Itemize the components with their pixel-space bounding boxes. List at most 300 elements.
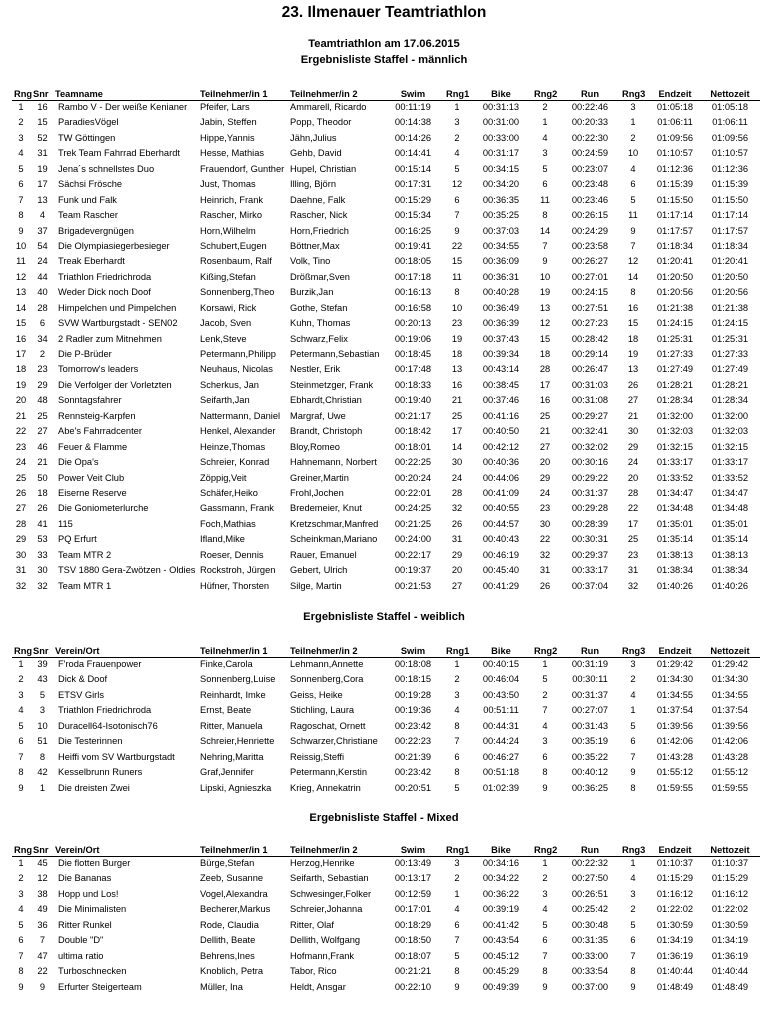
table-row bbox=[0, 348, 768, 361]
cell-rng: 26 bbox=[15, 488, 27, 498]
cell-rng: 3 bbox=[18, 689, 24, 700]
cell-r2: 8 bbox=[542, 767, 548, 778]
cell-r3: 15 bbox=[627, 318, 639, 329]
cell-r2: 6 bbox=[542, 751, 548, 762]
cell-end: 01:15:29 bbox=[656, 873, 694, 884]
cell-team: Feuer & Flamme bbox=[58, 441, 128, 452]
cell-rng: 16 bbox=[15, 333, 27, 344]
cell-team: Team Rascher bbox=[58, 210, 118, 221]
cell-team: Die Goniometerlurche bbox=[58, 503, 149, 514]
cell-bike: 00:44:06 bbox=[482, 472, 520, 483]
cell-team: Trek Team Fahrrad Eberhardt bbox=[58, 148, 180, 159]
cell-p2: Petermann,Kerstin bbox=[290, 767, 367, 778]
cell-p2: Herzog,Henrike bbox=[290, 858, 355, 868]
cell-snr: 4 bbox=[39, 210, 46, 221]
cell-run: 00:33:54 bbox=[571, 966, 609, 977]
table-row bbox=[0, 163, 768, 176]
cell-r1: 11 bbox=[452, 271, 462, 282]
cell-p1: Jacob, Sven bbox=[200, 318, 252, 329]
cell-p2: Reissig,Steffi bbox=[290, 751, 345, 762]
cell-r1: 8 bbox=[454, 966, 460, 977]
cell-bike: 00:45:12 bbox=[482, 950, 520, 961]
cell-snr: 19 bbox=[37, 163, 48, 174]
column-header-rng: Rng bbox=[14, 646, 33, 656]
cell-p1: Kißing,Stefan bbox=[200, 271, 256, 282]
cell-snr: 31 bbox=[37, 148, 48, 159]
cell-p1: Hesse, Mathias bbox=[200, 148, 265, 159]
cell-snr: 7 bbox=[39, 935, 46, 946]
cell-p2: Stichling, Laura bbox=[290, 705, 355, 716]
cell-net: 01:09:56 bbox=[711, 132, 749, 143]
cell-r2: 5 bbox=[542, 674, 548, 685]
table-row bbox=[0, 782, 768, 795]
cell-net: 01:25:31 bbox=[711, 333, 749, 344]
cell-r2: 8 bbox=[542, 210, 548, 221]
table-row bbox=[0, 333, 768, 346]
cell-swim: 00:13:49 bbox=[394, 858, 432, 868]
cell-run: 00:28:39 bbox=[571, 518, 609, 529]
cell-r1: 2 bbox=[454, 132, 460, 143]
cell-snr: 8 bbox=[39, 751, 46, 762]
cell-bike: 00:40:36 bbox=[482, 457, 520, 468]
cell-r1: 1 bbox=[454, 102, 460, 112]
column-header-bike: Bike bbox=[491, 89, 511, 99]
cell-p2: Rascher, Nick bbox=[290, 210, 348, 221]
cell-team: Treak Eberhardt bbox=[58, 256, 125, 267]
cell-r2: 3 bbox=[542, 148, 548, 159]
table-row bbox=[0, 704, 768, 717]
cell-r2: 24 bbox=[539, 488, 551, 498]
column-header-snr: Snr bbox=[33, 89, 49, 99]
table-row bbox=[0, 580, 768, 593]
cell-r1: 32 bbox=[451, 503, 463, 514]
cell-p1: Lipski, Agnieszka bbox=[200, 782, 272, 793]
cell-verein: ETSV Girls bbox=[58, 689, 104, 700]
cell-swim: 00:19:41 bbox=[394, 240, 432, 251]
cell-r3: 5 bbox=[630, 194, 636, 205]
cell-bike: 00:31:17 bbox=[482, 148, 520, 159]
cell-snr: 39 bbox=[37, 659, 48, 669]
cell-r3: 8 bbox=[630, 966, 636, 977]
cell-end: 01:27:33 bbox=[656, 349, 694, 360]
cell-r2: 3 bbox=[542, 888, 548, 899]
cell-r3: 19 bbox=[627, 349, 639, 360]
cell-net: 01:37:54 bbox=[711, 705, 749, 716]
cell-run: 00:30:11 bbox=[572, 674, 608, 685]
cell-r3: 4 bbox=[630, 163, 636, 174]
cell-team: Die Opa's bbox=[58, 457, 99, 468]
cell-r2: 27 bbox=[539, 441, 551, 452]
table-row bbox=[0, 209, 768, 222]
table-row bbox=[0, 116, 768, 129]
cell-end: 01:36:19 bbox=[656, 950, 694, 961]
cell-run: 00:31:37 bbox=[571, 488, 609, 498]
cell-bike: 00:39:34 bbox=[482, 349, 520, 360]
column-header-team: Teamname bbox=[55, 89, 103, 99]
cell-p2: Popp, Theodor bbox=[290, 117, 352, 128]
cell-p2: Kretzschmar,Manfred bbox=[290, 518, 379, 529]
column-header-r1: Rng1 bbox=[446, 845, 470, 855]
cell-net: 01:20:56 bbox=[711, 287, 749, 298]
cell-r3: 11 bbox=[628, 210, 638, 221]
cell-run: 00:30:31 bbox=[571, 534, 609, 545]
cell-bike: 00:40:43 bbox=[482, 534, 520, 545]
cell-p2: Nestler, Erik bbox=[290, 364, 341, 375]
cell-r1: 8 bbox=[454, 767, 460, 778]
cell-p2: Silge, Martin bbox=[290, 580, 342, 591]
cell-rng: 3 bbox=[18, 132, 24, 143]
cell-p1: Rode, Claudia bbox=[200, 919, 259, 930]
cell-swim: 00:15:29 bbox=[394, 194, 432, 205]
cell-r3: 1 bbox=[630, 117, 636, 128]
cell-p2: Greiner,Martin bbox=[290, 472, 349, 483]
cell-r3: 2 bbox=[630, 674, 636, 685]
cell-r1: 5 bbox=[454, 950, 460, 961]
cell-swim: 00:18:07 bbox=[394, 950, 432, 961]
cell-swim: 00:16:58 bbox=[394, 302, 432, 313]
cell-snr: 17 bbox=[37, 179, 48, 190]
cell-run: 00:27:07 bbox=[571, 705, 609, 716]
cell-bike: 00:31:13 bbox=[482, 102, 520, 112]
cell-rng: 8 bbox=[18, 210, 24, 221]
cell-p2: Ammarell, Ricardo bbox=[290, 102, 367, 112]
cell-net: 01:34:47 bbox=[711, 488, 749, 498]
cell-net: 01:48:49 bbox=[711, 981, 749, 992]
cell-rng: 1 bbox=[18, 858, 24, 868]
cell-p1: Henkel, Alexander bbox=[200, 426, 276, 437]
cell-swim: 00:20:13 bbox=[394, 318, 432, 329]
cell-swim: 00:17:48 bbox=[394, 364, 432, 375]
cell-rng: 23 bbox=[15, 441, 27, 452]
section-heading: Ergebnisliste Staffel - Mixed bbox=[309, 812, 459, 824]
cell-end: 01:12:36 bbox=[656, 163, 694, 174]
cell-snr: 25 bbox=[37, 410, 48, 421]
cell-team: Funk und Falk bbox=[58, 194, 117, 205]
cell-r2: 8 bbox=[542, 966, 548, 977]
cell-end: 01:42:06 bbox=[656, 736, 694, 747]
cell-run: 00:29:14 bbox=[571, 349, 609, 360]
cell-r1: 3 bbox=[454, 689, 460, 700]
cell-swim: 00:18:29 bbox=[394, 919, 432, 930]
cell-verein: Die Testerinnen bbox=[58, 736, 123, 747]
cell-p1: Korsawi, Rick bbox=[200, 302, 257, 313]
cell-snr: 6 bbox=[39, 318, 46, 329]
cell-end: 01:38:13 bbox=[656, 549, 694, 560]
cell-snr: 1 bbox=[39, 782, 46, 793]
cell-p1: Nattermann, Daniel bbox=[200, 410, 281, 421]
cell-run: 00:27:01 bbox=[571, 271, 609, 282]
cell-snr: 26 bbox=[37, 503, 48, 514]
cell-net: 01:10:37 bbox=[711, 858, 749, 868]
cell-rng: 1 bbox=[18, 102, 24, 112]
cell-swim: 00:16:25 bbox=[394, 225, 432, 236]
cell-swim: 00:23:42 bbox=[394, 720, 432, 731]
cell-snr: 16 bbox=[37, 102, 48, 112]
table-row bbox=[0, 872, 768, 885]
cell-p1: Becherer,Markus bbox=[200, 904, 271, 915]
cell-bike: 00:46:27 bbox=[482, 751, 520, 762]
cell-r2: 9 bbox=[542, 256, 548, 267]
cell-r3: 6 bbox=[630, 736, 636, 747]
cell-p1: Rosenbaum, Ralf bbox=[200, 256, 272, 267]
cell-bike: 00:34:20 bbox=[482, 179, 520, 190]
table-row bbox=[0, 689, 768, 702]
cell-swim: 00:23:42 bbox=[394, 767, 432, 778]
cell-bike: 00:33:00 bbox=[482, 132, 520, 143]
cell-verein: Kesselbrunn Runers bbox=[58, 767, 143, 778]
cell-rng: 17 bbox=[15, 349, 27, 360]
table-row bbox=[0, 903, 768, 916]
cell-r3: 9 bbox=[630, 767, 636, 778]
cell-run: 00:29:37 bbox=[571, 549, 609, 560]
cell-net: 01:34:55 bbox=[711, 689, 749, 700]
cell-net: 01:15:29 bbox=[711, 873, 749, 884]
cell-r3: 4 bbox=[630, 873, 636, 884]
cell-r3: 7 bbox=[630, 240, 636, 251]
cell-end: 01:16:12 bbox=[656, 888, 694, 899]
cell-net: 01:35:14 bbox=[711, 534, 749, 545]
column-header-rng: Rng bbox=[14, 89, 33, 99]
cell-snr: 40 bbox=[37, 287, 48, 298]
section-heading: Ergebnisliste Staffel - weiblich bbox=[303, 611, 465, 623]
cell-net: 01:32:15 bbox=[711, 441, 749, 452]
cell-rng: 28 bbox=[15, 518, 27, 529]
cell-snr: 44 bbox=[37, 271, 48, 282]
cell-p1: Behrens,Ines bbox=[200, 950, 255, 961]
cell-p1: Schreier,Henriette bbox=[200, 736, 275, 747]
cell-verein: Turboschnecken bbox=[58, 966, 127, 977]
cell-run: 00:23:07 bbox=[571, 163, 609, 174]
cell-rng: 9 bbox=[18, 981, 24, 992]
cell-run: 00:33:00 bbox=[571, 950, 609, 961]
column-header-p2: Teilnehmer/in 2 bbox=[290, 845, 358, 855]
cell-r2: 7 bbox=[542, 705, 548, 716]
cell-p2: Gebert, Ulrich bbox=[290, 565, 348, 576]
cell-bike: 00:36:31 bbox=[482, 271, 520, 282]
cell-p2: Schwesinger,Folker bbox=[290, 888, 372, 899]
column-header-r3: Rng3 bbox=[622, 845, 646, 855]
cell-run: 00:22:32 bbox=[571, 858, 609, 868]
cell-p2: Margraf, Uwe bbox=[290, 410, 346, 421]
cell-end: 01:10:37 bbox=[656, 858, 694, 868]
table-row bbox=[0, 950, 768, 963]
cell-team: Die Verfolger der Vorletzten bbox=[58, 379, 172, 390]
cell-r2: 9 bbox=[542, 981, 548, 992]
cell-p1: Just, Thomas bbox=[200, 179, 256, 190]
cell-run: 00:22:30 bbox=[571, 132, 609, 143]
cell-p1: Ifland,Mike bbox=[200, 534, 245, 545]
cell-r3: 6 bbox=[630, 179, 636, 190]
cell-r3: 23 bbox=[627, 549, 639, 560]
cell-swim: 00:15:14 bbox=[394, 163, 432, 174]
cell-p2: Ebhardt,Christian bbox=[290, 395, 362, 406]
table-row bbox=[0, 425, 768, 438]
cell-swim: 00:14:26 bbox=[394, 132, 432, 143]
cell-r3: 7 bbox=[630, 950, 636, 961]
cell-run: 00:32:02 bbox=[571, 441, 609, 452]
cell-bike: 00:37:43 bbox=[482, 333, 520, 344]
cell-run: 00:24:15 bbox=[571, 287, 609, 298]
cell-r3: 18 bbox=[627, 333, 639, 344]
cell-run: 00:27:51 bbox=[571, 302, 609, 313]
column-header-r2: Rng2 bbox=[534, 845, 558, 855]
cell-p1: Zöppig,Veit bbox=[200, 472, 247, 483]
cell-p1: Roeser, Dennis bbox=[200, 549, 264, 560]
cell-r1: 12 bbox=[451, 179, 463, 190]
table-row bbox=[0, 225, 768, 238]
cell-rng: 6 bbox=[18, 935, 24, 946]
cell-rng: 12 bbox=[15, 271, 27, 282]
cell-p2: Frohl,Jochen bbox=[290, 488, 344, 498]
cell-bike: 00:41:42 bbox=[482, 919, 520, 930]
cell-swim: 00:18:33 bbox=[394, 379, 432, 390]
cell-r2: 14 bbox=[539, 225, 551, 236]
cell-r1: 2 bbox=[454, 873, 460, 884]
cell-r3: 5 bbox=[630, 720, 636, 731]
cell-r2: 1 bbox=[542, 858, 548, 868]
cell-run: 00:37:00 bbox=[571, 981, 609, 992]
cell-r3: 17 bbox=[627, 518, 639, 529]
cell-net: 01:33:52 bbox=[711, 472, 749, 483]
cell-net: 01:32:03 bbox=[711, 426, 749, 437]
cell-snr: 53 bbox=[37, 534, 48, 545]
cell-swim: 00:14:41 bbox=[394, 148, 432, 159]
cell-end: 01:30:59 bbox=[656, 919, 694, 930]
cell-run: 00:31:19 bbox=[571, 659, 609, 669]
cell-bike: 00:40:28 bbox=[482, 287, 520, 298]
cell-snr: 22 bbox=[37, 966, 48, 977]
cell-end: 01:17:57 bbox=[656, 225, 694, 236]
cell-verein: Double "D" bbox=[58, 935, 104, 946]
cell-snr: 13 bbox=[37, 194, 48, 205]
cell-r3: 9 bbox=[630, 225, 636, 236]
cell-bike: 00:36:49 bbox=[482, 302, 520, 313]
cell-snr: 54 bbox=[37, 240, 48, 251]
cell-r2: 1 bbox=[542, 659, 548, 669]
cell-end: 01:37:54 bbox=[656, 705, 694, 716]
cell-end: 01:15:39 bbox=[656, 179, 694, 190]
cell-p1: Dellith, Beate bbox=[200, 935, 256, 946]
cell-team: Abe's Fahrradcenter bbox=[58, 426, 142, 437]
cell-r3: 30 bbox=[627, 426, 639, 437]
cell-verein: Die dreisten Zwei bbox=[58, 782, 130, 793]
cell-p1: Bürge,Stefan bbox=[200, 858, 255, 868]
cell-verein: F'roda Frauenpower bbox=[58, 659, 142, 669]
cell-p2: Schwarz,Felix bbox=[290, 333, 348, 344]
cell-end: 01:38:34 bbox=[656, 565, 694, 576]
cell-r3: 5 bbox=[630, 919, 636, 930]
cell-end: 01:06:11 bbox=[657, 117, 693, 128]
cell-bike: 00:34:16 bbox=[482, 858, 520, 868]
cell-snr: 5 bbox=[39, 689, 46, 700]
cell-bike: 00:43:50 bbox=[482, 689, 520, 700]
cell-rng: 4 bbox=[18, 904, 24, 915]
cell-rng: 3 bbox=[18, 888, 24, 899]
cell-team: Die Olympiasiegerbesieger bbox=[58, 240, 170, 251]
cell-snr: 21 bbox=[37, 457, 48, 468]
cell-p1: Lenk,Steve bbox=[200, 333, 247, 344]
cell-p2: Bloy,Romeo bbox=[290, 441, 340, 452]
cell-verein: Erfurter Steigerteam bbox=[58, 981, 142, 992]
table-row bbox=[0, 363, 768, 376]
cell-bike: 00:41:29 bbox=[482, 580, 520, 591]
cell-r1: 28 bbox=[451, 488, 463, 498]
cell-run: 00:29:22 bbox=[571, 472, 609, 483]
cell-p1: Vogel,Alexandra bbox=[200, 888, 268, 899]
cell-r3: 13 bbox=[627, 364, 639, 375]
cell-r1: 9 bbox=[454, 225, 460, 236]
cell-net: 01:20:50 bbox=[711, 271, 749, 282]
cell-p2: Scheinkman,Mariano bbox=[290, 534, 378, 545]
cell-net: 01:34:19 bbox=[711, 935, 749, 946]
cell-rng: 9 bbox=[18, 782, 24, 793]
cell-r2: 10 bbox=[539, 271, 551, 282]
table-row bbox=[0, 194, 768, 207]
cell-net: 01:21:38 bbox=[711, 302, 749, 313]
table-row bbox=[0, 888, 768, 901]
cell-team: Jena´s schnellstes Duo bbox=[58, 163, 155, 174]
cell-p2: Krieg, Annekatrin bbox=[290, 782, 361, 793]
column-header-rng: Rng bbox=[14, 845, 33, 855]
cell-rng: 2 bbox=[18, 117, 24, 128]
cell-p2: Burzik,Jan bbox=[290, 287, 334, 298]
table-row bbox=[0, 751, 768, 764]
column-header-snr: Snr bbox=[33, 646, 49, 656]
cell-r2: 20 bbox=[539, 457, 551, 468]
cell-net: 01:15:50 bbox=[711, 194, 749, 205]
cell-team: TSV 1880 Gera-Zwötzen - Oldies bbox=[58, 565, 196, 576]
table-row bbox=[0, 857, 768, 870]
cell-swim: 00:18:05 bbox=[394, 256, 432, 267]
cell-snr: 52 bbox=[37, 132, 48, 143]
section-heading: Ergebnisliste Staffel - männlich bbox=[300, 54, 468, 66]
cell-end: 01:33:52 bbox=[656, 472, 694, 483]
table-row bbox=[0, 934, 768, 947]
cell-p1: Frauendorf, Gunther bbox=[200, 163, 285, 174]
cell-r2: 23 bbox=[539, 503, 551, 514]
cell-swim: 00:18:50 bbox=[394, 935, 432, 946]
cell-r3: 4 bbox=[630, 689, 636, 700]
cell-r2: 6 bbox=[542, 935, 548, 946]
cell-net: 01:55:12 bbox=[711, 767, 749, 778]
cell-run: 00:35:19 bbox=[571, 736, 609, 747]
cell-run: 00:28:42 bbox=[571, 333, 609, 344]
column-header-p2: Teilnehmer/in 2 bbox=[290, 89, 358, 99]
column-header-p2: Teilnehmer/in 2 bbox=[290, 646, 358, 656]
cell-team: Triathlon Friedrichroda bbox=[58, 271, 152, 282]
cell-r1: 4 bbox=[454, 705, 460, 716]
cell-swim: 00:24:25 bbox=[394, 503, 432, 514]
cell-r1: 15 bbox=[451, 256, 463, 267]
cell-run: 00:35:22 bbox=[571, 751, 609, 762]
cell-net: 01:32:00 bbox=[711, 410, 749, 421]
cell-run: 00:37:04 bbox=[571, 580, 609, 591]
table-row bbox=[0, 720, 768, 733]
cell-bike: 00:43:14 bbox=[482, 364, 520, 375]
cell-end: 01:20:56 bbox=[656, 287, 694, 298]
cell-p1: Petermann,Philipp bbox=[200, 349, 276, 360]
cell-r1: 5 bbox=[454, 782, 460, 793]
table-row bbox=[0, 487, 768, 500]
cell-rng: 2 bbox=[18, 873, 24, 884]
cell-run: 00:29:28 bbox=[571, 503, 609, 514]
cell-p2: Petermann,Sebastian bbox=[290, 349, 380, 360]
cell-bike: 00:40:50 bbox=[482, 426, 520, 437]
cell-bike: 00:38:45 bbox=[482, 379, 520, 390]
cell-rng: 5 bbox=[18, 720, 24, 731]
cell-rng: 11 bbox=[16, 256, 26, 267]
table-row bbox=[0, 379, 768, 392]
